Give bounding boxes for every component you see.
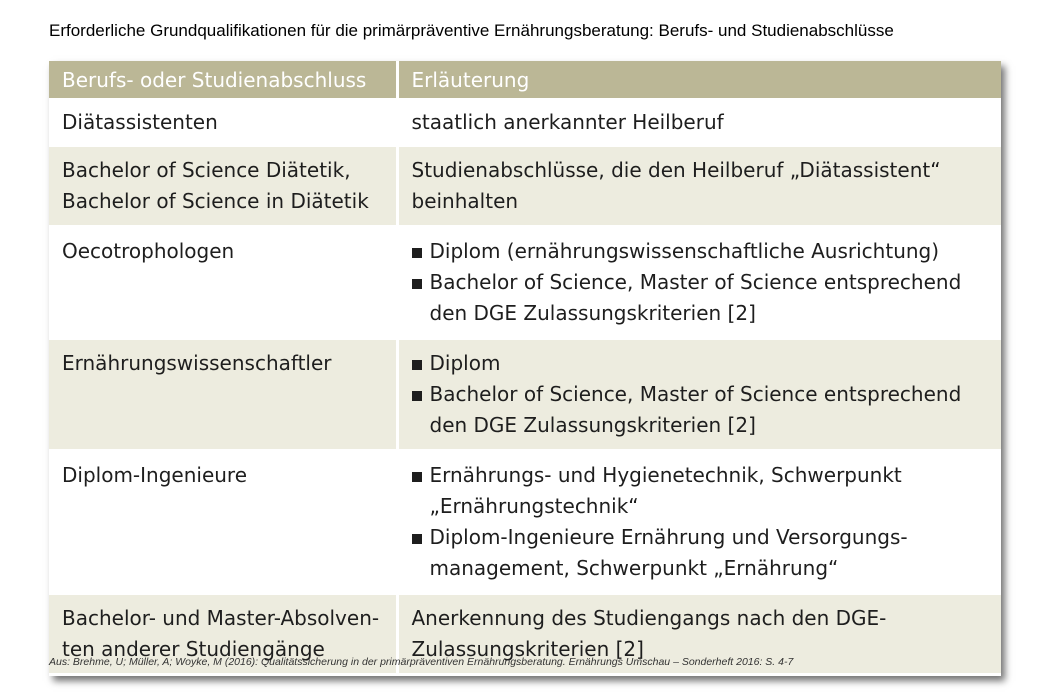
explanation-cell <box>397 451 1001 594</box>
qualifications-table <box>49 61 1001 676</box>
degree-line: Oecotrophologen <box>62 239 235 263</box>
degree-line: ten anderer Studiengänge <box>62 637 325 661</box>
explanation-line: beinhalten <box>411 189 519 213</box>
explanation-cell <box>397 339 1001 451</box>
table-header-row <box>49 61 1001 100</box>
explanation-line: Anerkennung des Studiengangs nach den DGE- <box>411 606 887 630</box>
table-row <box>49 146 1001 227</box>
bullet-list <box>412 348 994 441</box>
degree-line: Bachelor of Science Diätetik, <box>62 158 351 182</box>
explanation-cell <box>397 100 1001 146</box>
column-header-explanation: Erläuterung <box>397 61 1001 100</box>
table-row <box>49 451 1001 594</box>
degree-line: Bachelor- und Master-Absolven- <box>62 606 380 630</box>
degree-cell <box>49 451 397 594</box>
table-row <box>49 100 1001 146</box>
explanation-line: Studienabschlüsse, die den Heilberuf „Diätassistent“ <box>411 158 941 182</box>
bullet-list <box>412 236 994 329</box>
bullet-item <box>412 522 994 584</box>
bullet-line: Diplom-Ingenieure Ernährung und Versorgungs- <box>429 525 908 549</box>
degree-cell <box>49 100 397 146</box>
source-citation: Aus: Brehme, U; Müller, A; Woyke, M (2016): Qualitätssicherung in der primärpräventiven Ernährungsberatung. Ernährungs Umschau – Sonderheft 2016: S. 4-7 <box>49 656 794 668</box>
table-row <box>49 227 1001 339</box>
explanation-cell <box>397 227 1001 339</box>
bullet-item <box>412 236 994 267</box>
bullet-item <box>412 348 994 379</box>
degree-cell <box>49 146 397 227</box>
degree-line: Ernährungswissenschaftler <box>62 351 332 375</box>
bullet-item <box>412 267 994 329</box>
table-row <box>49 339 1001 451</box>
bullet-line: den DGE Zulassungskriterien [2] <box>429 413 756 437</box>
bullet-line: management, Schwerpunkt „Ernährung“ <box>429 556 839 580</box>
degree-line: Diplom-Ingenieure <box>62 463 248 487</box>
explanation-line: Zulassungskriterien [2] <box>411 637 644 661</box>
explanation-line: staatlich anerkannter Heilberuf <box>411 110 724 134</box>
bullet-line: Diplom <box>429 351 501 375</box>
bullet-line: Bachelor of Science, Master of Science entsprechend <box>429 382 962 406</box>
degree-line: Diätassistenten <box>62 110 218 134</box>
bullet-line: Diplom (ernährungswissenschaftliche Ausrichtung) <box>429 239 940 263</box>
page-title: Erforderliche Grundqualifikationen für die primärpräventive Ernährungsberatung: Berufs- und Studienabschlüsse <box>49 21 894 40</box>
explanation-cell <box>397 146 1001 227</box>
degree-cell <box>49 339 397 451</box>
bullet-line: Ernährungs- und Hygienetechnik, Schwerpunkt <box>429 463 902 487</box>
column-header-degree: Berufs- oder Studienabschluss <box>49 61 397 100</box>
bullet-item <box>412 379 994 441</box>
bullet-item <box>412 460 994 522</box>
bullet-list <box>412 460 994 584</box>
bullet-line: den DGE Zulassungskriterien [2] <box>429 301 756 325</box>
degree-cell <box>49 227 397 339</box>
degree-line: Bachelor of Science in Diätetik <box>62 189 369 213</box>
bullet-line: Bachelor of Science, Master of Science entsprechend <box>429 270 962 294</box>
bullet-line: „Ernährungstechnik“ <box>429 494 639 518</box>
